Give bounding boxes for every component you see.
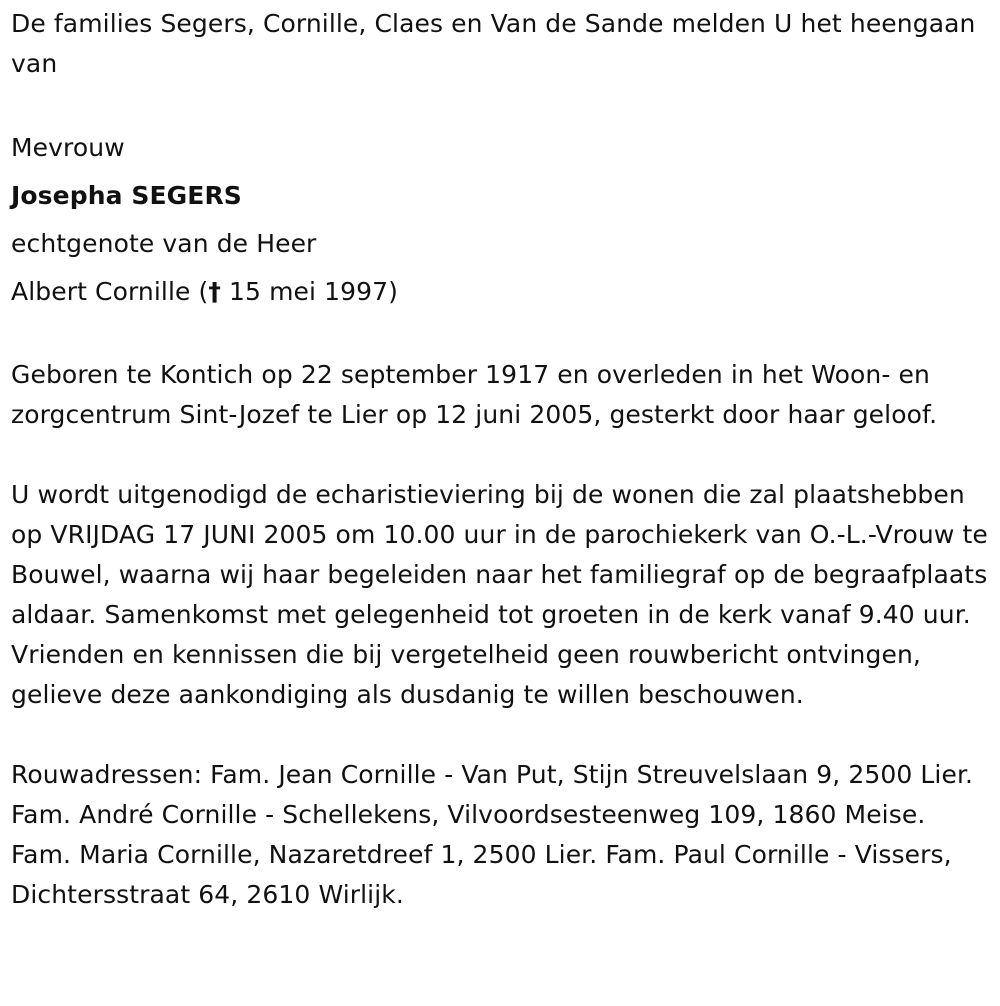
intro-paragraph: De families Segers, Cornille, Claes en Van de Sande melden U het heengaan van: [11, 9, 976, 78]
deceased-name: Josepha SEGERS: [11, 181, 242, 210]
spouse-prefix: Albert Cornille (: [11, 277, 209, 306]
spouse-name: [11, 268, 991, 316]
spacer: [11, 316, 991, 355]
invitation-paragraph: U wordt uitgenodigd de echaristieviering bij de wonen die zal plaatshebben op VRIJDAG 17 JUNI 2005 om 10.00 uur in de parochiekerk van O.-L.-Vrouw te Bouwel, waarna wij haar begeleiden naar het familiegraf op de begraafplaats aldaar. Samenkomst met gelegenheid tot groeten in de kerk vanaf 9.40 uur. Vrienden en kennissen die bij vergetelheid geen rouwbericht ontvingen, gelieve deze aankondiging als dusdanig te willen beschouwen.: [11, 480, 988, 709]
spacer: [11, 435, 991, 475]
addresses-paragraph: Rouwadressen: Fam. Jean Cornille - Van Put, Stijn Streuvelslaan 9, 2500 Lier. Fam. André Cornille - Schellekens, Vilvoordsesteenweg 109, 1860 Meise. Fam. Maria Cornille, Nazaretdreef 1, 2500 Lier. Fam. Paul Cornille - Vissers, Dichtersstraat 64, 2610 Wirlijk.: [11, 760, 974, 909]
birth-death-paragraph: Geboren te Kontich op 22 september 1917 en overleden in het Woon- en zorgcentrum Sint-Jozef te Lier op 12 juni 2005, gesterkt door haar geloof.: [11, 360, 938, 429]
spacer: [11, 84, 991, 124]
spouse-line: echtgenote van de Heer: [11, 229, 317, 258]
salutation: Mevrouw: [11, 133, 125, 162]
cross-icon: †: [208, 277, 221, 306]
spacer: [11, 715, 991, 755]
spouse-suffix: 15 mei 1997): [221, 277, 399, 306]
obituary-notice: [11, 4, 991, 915]
